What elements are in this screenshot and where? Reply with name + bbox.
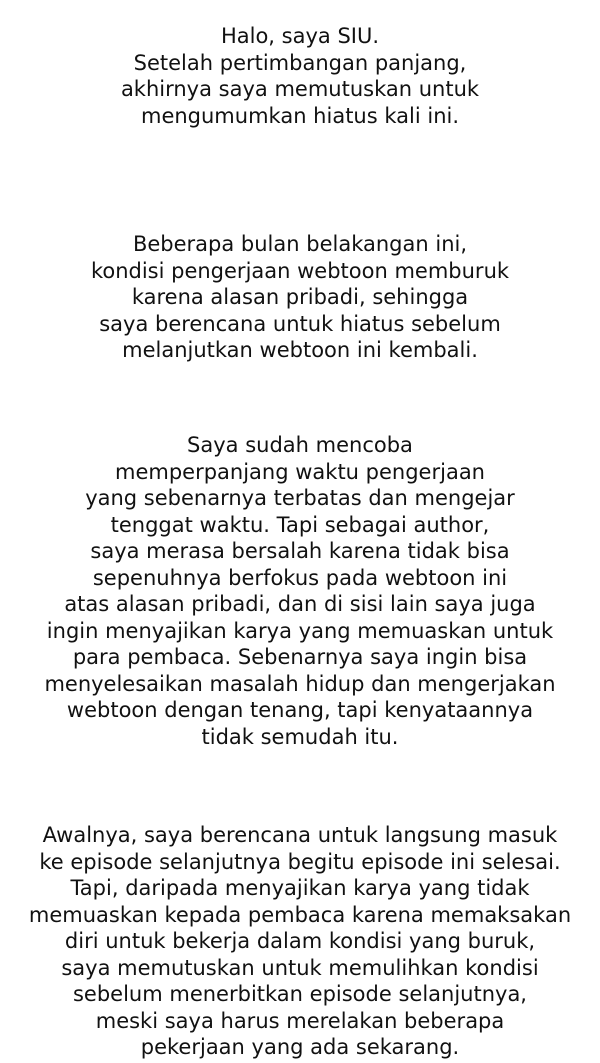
text-line: saya berencana untuk hiatus sebelum — [99, 311, 501, 336]
text-line: meski saya harus merelakan beberapa — [95, 1008, 505, 1033]
text-line: tidak semudah itu. — [201, 724, 399, 749]
paragraph-explanation — [0, 432, 600, 750]
text-line: ke episode selanjutnya begitu episode ini selesai. — [39, 849, 561, 874]
text-line: menyelesaikan masalah hidup dan mengerjakan — [44, 671, 556, 696]
text-line: Saya sudah mencoba — [187, 433, 413, 457]
paragraph-greeting — [0, 23, 600, 129]
text-line: Halo, saya SIU. — [220, 24, 380, 48]
text-line: mengumumkan hiatus kali ini. — [140, 103, 460, 128]
text-line: memperpanjang waktu pengerjaan — [115, 459, 485, 484]
text-line: ingin menyajikan karya yang memuaskan untuk — [46, 618, 554, 643]
text-line: karena alasan pribadi, sehingga — [131, 285, 469, 309]
text-line: Awalnya, saya berencana untuk langsung masuk — [42, 823, 558, 847]
text-line: tenggat waktu. Tapi sebagai author, — [110, 512, 490, 537]
text-line: saya merasa bersalah karena tidak bisa — [90, 539, 510, 563]
text-line: saya memutuskan untuk memulihkan kondisi — [61, 955, 539, 980]
text-line: melanjutkan webtoon ini kembali. — [122, 338, 478, 362]
paragraph-decision — [0, 822, 600, 1061]
text-line: Beberapa bulan belakangan ini, — [132, 232, 468, 256]
text-line: kondisi pengerjaan webtoon memburuk — [90, 258, 510, 283]
text-line: Tapi, daripada menyajikan karya yang tidak — [70, 876, 530, 900]
text-line: para pembaca. Sebenarnya saya ingin bisa — [72, 645, 528, 669]
text-line: sebelum menerbitkan episode selanjutnya, — [72, 982, 527, 1006]
paragraph-reason — [0, 231, 600, 364]
text-line: pekerjaan yang ada sekarang. — [140, 1035, 460, 1059]
text-line: webtoon dengan tenang, tapi kenyataannya — [66, 698, 534, 722]
text-line: sepenuhnya berfokus pada webtoon ini — [92, 565, 508, 590]
text-line: atas alasan pribadi, dan di sisi lain saya juga — [64, 592, 536, 616]
text-line: memuaskan kepada pembaca karena memaksakan — [28, 902, 572, 927]
text-line: yang sebenarnya terbatas dan mengejar — [85, 486, 515, 510]
text-line: akhirnya saya memutuskan untuk — [120, 77, 480, 101]
text-line: Setelah pertimbangan panjang, — [133, 50, 467, 75]
text-line: diri untuk bekerja dalam kondisi yang buruk, — [64, 929, 536, 953]
